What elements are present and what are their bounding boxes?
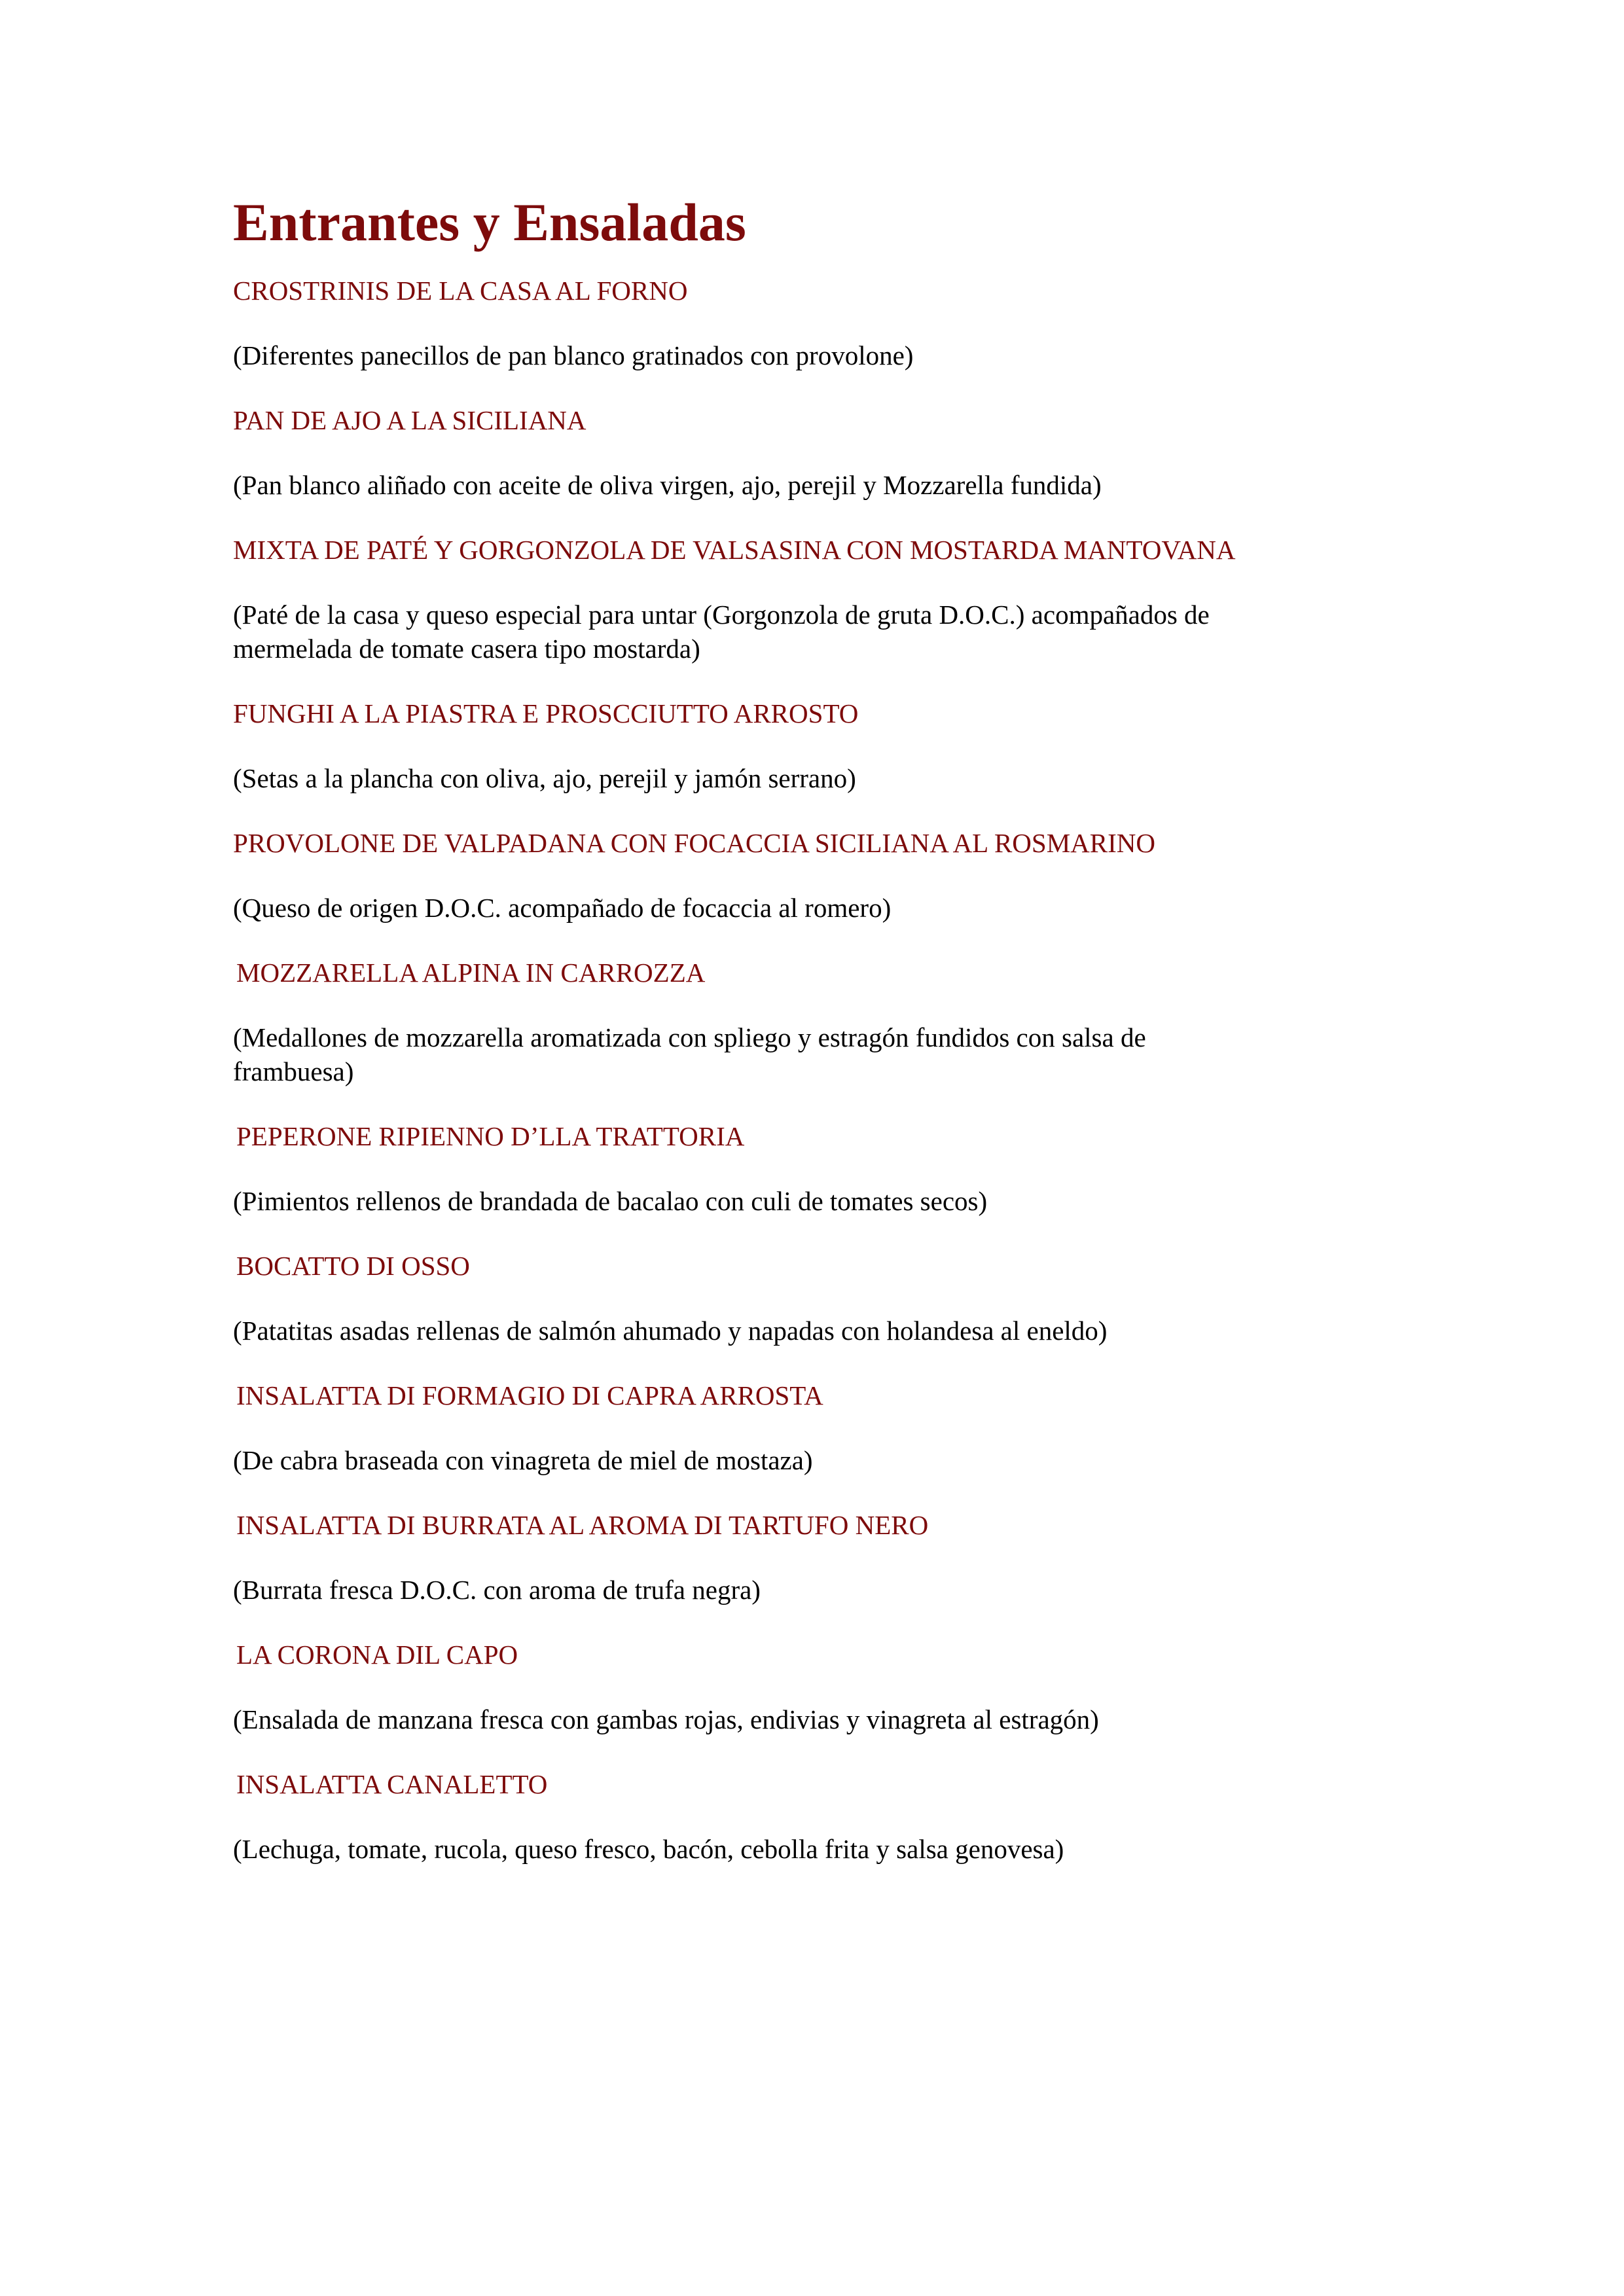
menu-item: [233, 1767, 1411, 1866]
dish-name: PEPERONE RIPIENNO D’LLA TRATTORIA: [236, 1121, 745, 1151]
dish-name: INSALATTA CANALETTO: [236, 1769, 548, 1799]
dish-description: (Queso de origen D.O.C. acompañado de focaccia al romero): [233, 893, 892, 923]
menu-item: [233, 1638, 1411, 1736]
menu-item: [233, 826, 1411, 925]
dish-description: (Setas a la plancha con oliva, ajo, perejil y jamón serrano): [233, 763, 856, 793]
dish-description: (De cabra braseada con vinagreta de miel de mostaza): [233, 1445, 813, 1475]
dish-description-line: mermelada de tomate casera tipo mostarda): [233, 634, 700, 664]
menu-item: [233, 274, 1411, 372]
menu-item: [233, 1249, 1411, 1348]
menu-item: [233, 1378, 1411, 1477]
page-title: Entrantes y Ensaladas: [233, 192, 746, 252]
dish-description-line: (Paté de la casa y queso especial para untar (Gorgonzola de gruta D.O.C.) acompañados de: [233, 600, 1210, 630]
dish-name: INSALATTA DI FORMAGIO DI CAPRA ARROSTA: [236, 1380, 823, 1410]
dish-description: (Diferentes panecillos de pan blanco gratinados con provolone): [233, 340, 914, 370]
menu-item: [233, 403, 1411, 502]
dish-name: INSALATTA DI BURRATA AL AROMA DI TARTUFO NERO: [236, 1510, 929, 1540]
menu-page: [233, 190, 1411, 1897]
dish-description: (Lechuga, tomate, rucola, queso fresco, bacón, cebolla frita y salsa genovesa): [233, 1834, 1064, 1864]
menu-item: [233, 1508, 1411, 1607]
menu-item: [233, 1119, 1411, 1218]
menu-item: [233, 956, 1411, 1088]
dish-name: CROSTRINIS DE LA CASA AL FORNO: [233, 276, 688, 306]
dish-name: FUNGHI A LA PIASTRA E PROSCCIUTTO ARROSTO: [233, 698, 859, 728]
menu-item: [233, 696, 1411, 795]
dish-description: [233, 598, 1411, 666]
dish-name: PAN DE AJO A LA SICILIANA: [233, 405, 586, 435]
dish-description: [233, 1020, 1411, 1088]
dish-description: (Burrata fresca D.O.C. con aroma de trufa negra): [233, 1575, 761, 1605]
dish-description: (Patatitas asadas rellenas de salmón ahumado y napadas con holandesa al eneldo): [233, 1316, 1108, 1346]
dish-description-line: (Medallones de mozzarella aromatizada con spliego y estragón fundidos con salsa de: [233, 1022, 1146, 1052]
dish-description: (Pan blanco aliñado con aceite de oliva virgen, ajo, perejil y Mozzarella fundida): [233, 470, 1102, 500]
dish-name: PROVOLONE DE VALPADANA CON FOCACCIA SICILIANA AL ROSMARINO: [233, 828, 1155, 858]
dish-name: BOCATTO DI OSSO: [236, 1251, 470, 1281]
dish-name: MIXTA DE PATÉ Y GORGONZOLA DE VALSASINA CON MOSTARDA MANTOVANA: [233, 535, 1236, 565]
dish-description: (Pimientos rellenos de brandada de bacalao con culi de tomates secos): [233, 1186, 988, 1216]
dish-name: LA CORONA DIL CAPO: [236, 1640, 518, 1670]
menu-item: [233, 533, 1411, 666]
dish-name: MOZZARELLA ALPINA IN CARROZZA: [236, 958, 706, 988]
dish-description: (Ensalada de manzana fresca con gambas rojas, endivias y vinagreta al estragón): [233, 1704, 1099, 1734]
dish-description-line: frambuesa): [233, 1056, 354, 1086]
